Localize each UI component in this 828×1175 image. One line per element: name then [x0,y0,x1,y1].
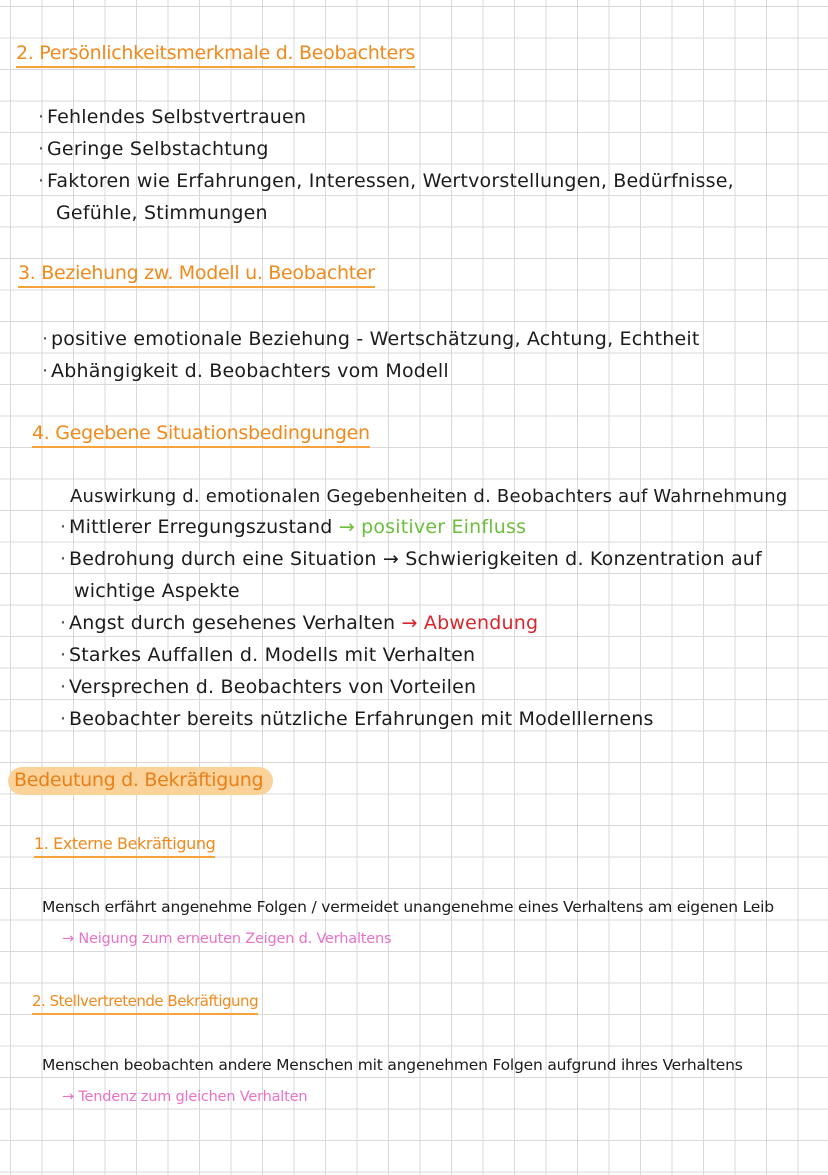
list-item: · Mittlerer Erregungszustand → positiver Einfluss [60,516,527,538]
subheading-vicarious: 2. Stellvertretende Bekräftigung [32,994,258,1009]
list-item: · Faktoren wie Erfahrungen, Interessen, Wertvorstellungen, Bedürfnisse, [38,170,734,192]
bullet-icon: · [60,676,67,698]
list-item: · Angst durch gesehenes Verhalten → Abwendung [60,612,539,634]
subheading-external: 1. Externe Bekräftigung [34,836,215,852]
list-item: · Geringe Selbstachtung [38,138,269,160]
bullet-icon: · [60,516,67,538]
list-item: · Versprechen d. Beobachters von Vorteilen [60,676,477,698]
list-item: · positive emotionale Beziehung - Wertschätzung, Achtung, Echtheit [42,328,700,350]
negative-arrow-text: → Abwendung [401,612,539,634]
section-4-heading: 4. Gegebene Situationsbedingungen [32,424,370,448]
bullet-icon: · [60,548,67,570]
bullet-icon: · [60,612,67,634]
list-item: · Fehlendes Selbstvertrauen [38,106,307,128]
bullet-icon: · [60,644,67,666]
section-4-intro: Auswirkung d. emotionalen Gegebenheiten d. Beobachters auf Wahrnehmung [70,486,788,507]
list-item: · Starkes Auffallen d. Modells mit Verhalten [60,644,476,666]
external-text: Mensch erfährt angenehme Folgen / vermeidet unangenehme eines Verhaltens am eigenen Leib [42,898,774,916]
bullet-icon: · [38,138,45,160]
bullet-icon: · [38,106,45,128]
section-3-heading: 3. Beziehung zw. Modell u. Beobachter [18,264,375,288]
bullet-icon: · [60,708,67,730]
list-item-continuation: wichtige Aspekte [74,580,240,602]
list-item: · Abhängigkeit d. Beobachters vom Modell [42,360,449,382]
highlighted-heading: Bedeutung d. Bekräftigung [8,767,273,795]
section-2-heading: 2. Persönlichkeitsmerkmale d. Beobachters [16,44,415,68]
bullet-icon: · [42,360,49,382]
external-note: → Neigung zum erneuten Zeigen d. Verhaltens [62,931,392,947]
list-item-continuation: Gefühle, Stimmungen [56,202,268,224]
list-item: · Bedrohung durch eine Situation → Schwierigkeiten d. Konzentration auf [60,548,762,570]
vicarious-note: → Tendenz zum gleichen Verhalten [62,1089,308,1105]
positive-arrow-text: → positiver Einfluss [338,516,527,538]
list-item: · Beobachter bereits nützliche Erfahrungen mit Modelllernens [60,708,654,730]
bullet-icon: · [38,170,45,192]
vicarious-text: Menschen beobachten andere Menschen mit angenehmen Folgen aufgrund ihres Verhaltens [42,1056,743,1074]
bullet-icon: · [42,328,49,350]
